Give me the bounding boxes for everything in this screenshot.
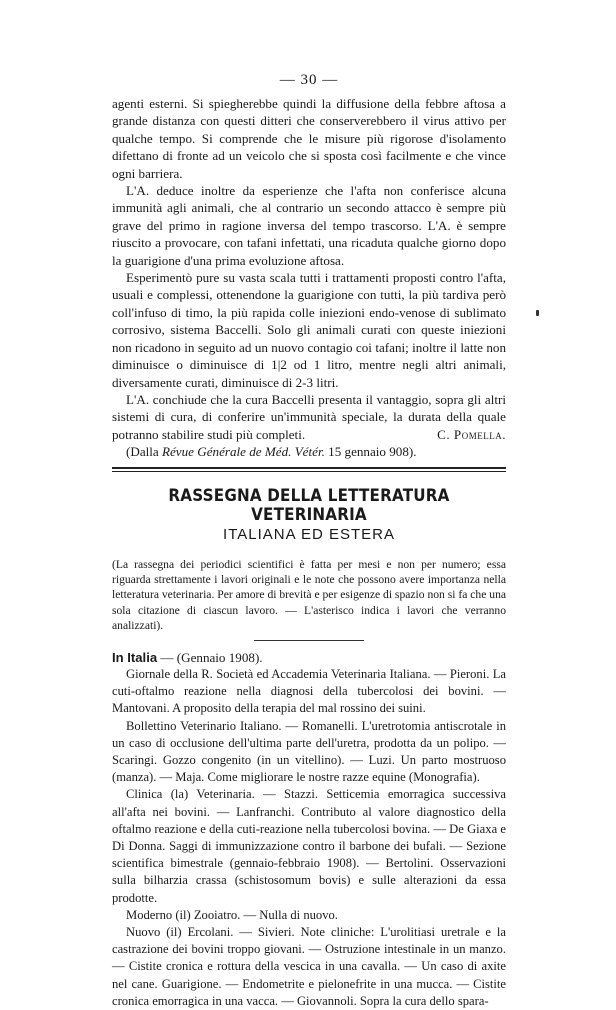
country-heading	[112, 649, 506, 666]
paragraph-2: L'A. deduce inoltre da esperienze che l'afta non conferisce alcuna immunità agli animali, che al contrario un secondo attacco è sempre più grave del primo in ragione inversa del tempo trascorso. L'A. è sempre riuscito a provocare, con tafani infettati, una ricaduta qualche giorno dopo la guarigione d'una prima evoluzione aftosa.	[112, 183, 506, 268]
review-entry: Clinica (la) Veterinaria. — Stazzi. Setticemia emorragica successiva all'afta nei bovini. — Lanfranchi. Contributo al valore diagnostico della oftalmo reazione e della cuti-reazione nella tubercolosi bovina. — De Giaxa e Di Donna. Saggi di immunizzazione contro il barbone dei bufali. — Sezione scientifica bimestrale (gennaio-febbraio 1908). — Bertolini. Osservazioni sulla bilharzia crassa (schistosomum bovis) e sulle alterazioni da essa prodotte.	[112, 787, 506, 905]
review-entry: Nuovo (il) Ercolani. — Sivieri. Note cliniche: L'urolitiasi uretrale e la castrazione dei bovini troppo giovani. — Ostruzione intestinale in un manzo. — Cistite cronica e rottura della vescica in una cavalla. — Un caso di axite nel cane. Guarigione. — Endometrite e pielonefrite in una mucca. — Cistite cronica emorragica in una vacca. — Giovannoli. Sopra la cura dello spara-	[112, 925, 506, 1008]
margin-mark	[536, 310, 539, 316]
section-note: (La rassegna dei periodici scientifici è fatta per mesi e non per numero; essa riguarda strettamente i lavori originali e le note che possono avere importanza nella letteratura veterinaria. Per amore di brevità e per esigenze di spazio non si fa che una sola citazione di ciascun lavoro. — L'asterisco indica i lavori che verranno analizzati).	[112, 557, 507, 633]
paragraph-4	[112, 391, 506, 443]
section-title: RASSEGNA DELLA LETTERATURA VETERINARIA	[168, 485, 450, 524]
review-entry: Giornale della R. Società ed Accademia Veterinaria Italiana. — Pieroni. La cuti-oftalmo reazione nella diagnosi della tubercolosi dei bovini. — Mantovani. A proposito della terapia del mal rossino dei suini.	[112, 666, 506, 716]
paragraph-3: Esperimentò pure su vasta scala tutti i trattamenti proposti contro l'afta, usuali e complessi, ottenendone la guarigione con tutti, la più tardiva però coll'infuso di timo, la più rapida colle iniezioni endo-venose di sublimato corrosivo, sistema Baccelli. Solo gli animali curati con queste iniezioni non ricadono in seguito ad un nuovo contagio coi tafani; inoltre il latte non diminuisce o diminuisce di 1|2 od 1 litro, mentre negli altri animali, diversamente curati, diminuisce di 2-3 litri.	[112, 270, 506, 390]
note-divider	[254, 640, 364, 641]
paragraph-4-text: L'A. conchiude che la cura Baccelli presenta il vantaggio, sopra gli altri sistemi di cura, di conferire un'immunità speciale, la durata della quale potranno stabilire studi più completi.	[112, 391, 506, 442]
review-entry: Bollettino Veterinario Italiano. — Romanelli. L'uretrotomia antiscrotale in un caso di occlusione dell'ultima parte dell'uretra, prodotta da un polipo. — Scaringi. Gozzo congenito (in un vitellino). — Luzi. Un parto mostruoso (manza). — Maja. Come migliorare le nostre razze equine (Monografia).	[112, 718, 506, 785]
country-name: In Italia	[112, 649, 158, 665]
paragraph-1: agenti esterni. Si spiegherebbe quindi la diffusione della febbre aftosa a grande distanza con questi ditteri che conserverebbero il virus attivo per qualche tempo. Si comprende che le misure più rigorose d'isolamento difettano di fronte ad un veicolo che si sposta così facilmente e che vince ogni barriera.	[112, 96, 506, 181]
section-divider	[112, 467, 506, 472]
page-content	[112, 72, 506, 1010]
source-journal: Révue Générale de Méd. Vétér.	[162, 444, 325, 460]
source-citation	[112, 443, 506, 460]
section-subtitle: ITALIANA ED ESTERA	[223, 525, 395, 543]
review-period: — (Gennaio 1908).	[157, 649, 263, 665]
source-suffix: 15 gennaio 908).	[324, 444, 417, 460]
review-entry: Moderno (il) Zooiatro. — Nulla di nuovo.	[126, 907, 338, 922]
author-signature: C. Pomella.	[437, 426, 506, 442]
review-list	[112, 666, 506, 1010]
page-number: — 30 —	[279, 72, 339, 88]
source-prefix: (Dalla	[126, 444, 162, 460]
